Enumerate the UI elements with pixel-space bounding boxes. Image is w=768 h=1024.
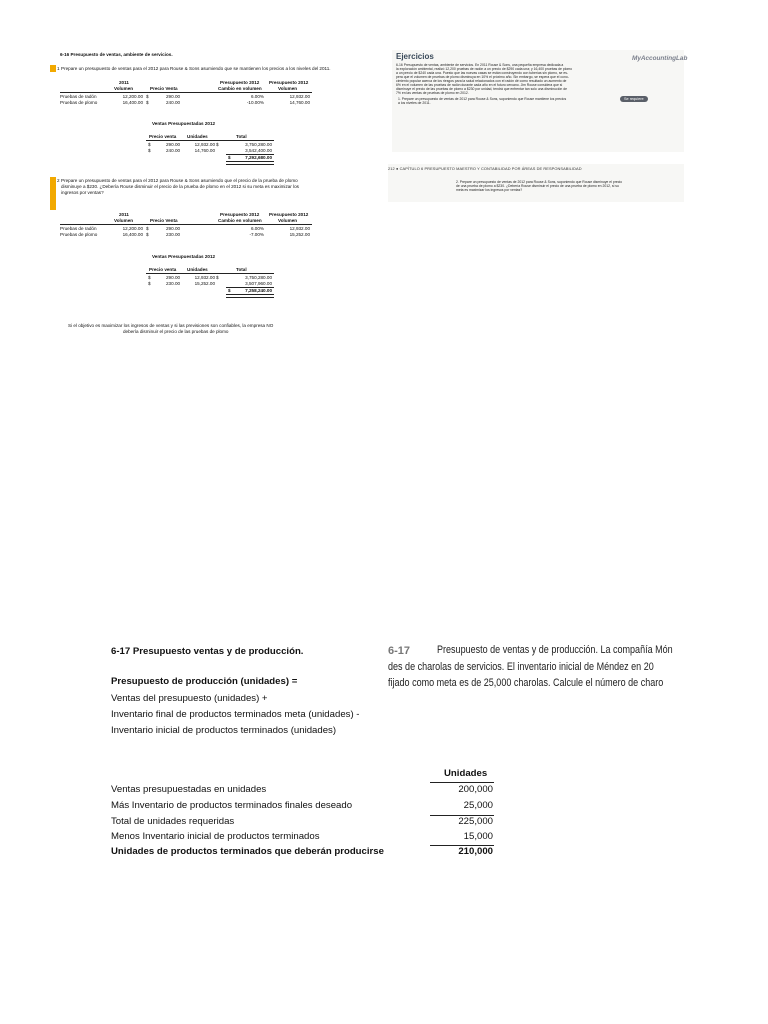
col-presupuesto-2012: Presupuesto 2012 — [220, 212, 260, 217]
scan-line: 7% en las ventas de pruebas de plomo en 2012. — [396, 91, 469, 95]
row-label: Pruebas de radón — [60, 94, 97, 99]
textbook-scan — [392, 50, 688, 152]
cell-currency: $ — [146, 226, 149, 231]
row-label: Ventas presupuestadas en unidades — [111, 784, 267, 795]
cell-currency: $ — [146, 100, 149, 105]
cell-currency: $ — [148, 142, 151, 147]
cell-volumen: 16,400.00 — [122, 232, 143, 237]
col-volumen-2012: Volumen — [278, 86, 298, 91]
cell-currency: $ — [148, 281, 151, 286]
cell-unidades: 12,932.00 — [194, 275, 215, 280]
formula-title: Presupuesto de producción (unidades) = — [111, 676, 298, 687]
col-2011: 2011 — [119, 212, 129, 217]
row-label: Pruebas de plomo — [60, 232, 98, 237]
ex17-scan-line: Presupuesto de ventas y de producción. La compañía Món — [437, 644, 673, 656]
col-cambio-volumen: Cambio en volumen — [218, 86, 262, 91]
col-unidades-header: Unidades — [444, 768, 488, 779]
q2-text-line: disminuye a $230. ¿Debería Rouse disminuir el precio de la prueba de plomo en el 2012 si su meta es maximizar los — [61, 184, 299, 189]
cell-cambio: -7.00% — [249, 232, 264, 237]
ex17-title: 6-17 Presupuesto ventas y de producción. — [111, 646, 304, 657]
cell-cambio: 6.00% — [250, 226, 264, 231]
scan-line: de una prueba de plomo a $230. ¿Debería Rouse disminuir el precio de una prueba de plomo en 2012, si su — [456, 184, 619, 188]
formula-line: Ventas del presupuesto (unidades) + — [111, 693, 268, 704]
cell-nuevo: 12,932.00 — [289, 94, 310, 99]
cell-currency: $ — [216, 275, 219, 280]
cell-currency: $ — [216, 142, 219, 147]
row-label: Más Inventario de productos terminados finales deseado — [111, 800, 353, 811]
q1-text: Prepare un presupuesto de ventas para el 2012 para Rouse & Sons asumiendo que se mantienen los precios a los niveles del 2011. — [61, 66, 331, 71]
cell-currency: $ — [146, 94, 149, 99]
q2-text-line: Prepare un presupuesto de ventas para el 2012 para Rouse & Sons asumiendo que el precio de la prueba de plomo — [61, 178, 298, 183]
row-label: Pruebas de plomo — [60, 100, 98, 105]
cell-volumen: 16,400.00 — [122, 100, 143, 105]
col-2011: 2011 — [119, 80, 129, 85]
scan-line: a un precio de $240 cada una. Puesto que las nuevas casas se están construyendo con tuberías sin plomo, se es- — [396, 71, 569, 75]
col-volumen: Volumen — [114, 86, 134, 91]
cell-currency: $ — [148, 275, 151, 280]
cell-total: 3,750,280.00 — [245, 142, 272, 147]
scan-line: cimiento popular acerca de los riesgos para la salud relacionados con el radón dé como resultado un aumento de — [396, 79, 567, 83]
cell-precio: 290.00 — [166, 226, 181, 231]
row-label: Menos Inventario inicial de productos terminados — [111, 831, 320, 842]
col-presupuesto-2012b: Presupuesto 2012 — [269, 212, 309, 217]
row-value-total: 210,000 — [458, 846, 493, 857]
cell-cambio: -10.00% — [246, 100, 264, 105]
cell-precio: 240.00 — [166, 148, 181, 153]
se-requiere-badge: Se requiere — [620, 96, 648, 102]
question-marker — [50, 177, 56, 210]
ex17-scan-line: des de charolas de servicios. El inventario inicial de Méndez en 20 — [388, 661, 654, 673]
q2-text-line: ingresos por ventas? — [61, 190, 104, 195]
col-unidades: Unidades — [187, 267, 208, 272]
double-rule — [226, 161, 274, 165]
cell-unidades: 15,252.00 — [194, 281, 215, 286]
col-precio-venta: Precio venta — [149, 134, 177, 139]
cell-nuevo: 14,760.00 — [289, 100, 310, 105]
col-unidades: Unidades — [187, 134, 208, 139]
col-volumen-2012: Volumen — [278, 218, 298, 223]
row-label-total: Unidades de productos terminados que deberán producirse — [111, 846, 384, 857]
scan-line: 2. Prepare un presupuesto de ventas de 2012 para Rouse & Sons, suponiendo que Rouse disminuye el precio — [456, 180, 623, 184]
double-rule — [226, 294, 274, 298]
col-precio-venta: Precio venta — [149, 267, 177, 272]
header-rule — [60, 92, 312, 93]
ventas-total: 7,292,680.00 — [245, 155, 272, 160]
col-total: Total — [236, 267, 247, 272]
cell-unidades: 12,932.00 — [194, 142, 215, 147]
cell-total: 3,750,280.00 — [245, 275, 272, 280]
col-volumen: Volumen — [114, 218, 134, 223]
formula-line: Inventario final de productos terminados meta (unidades) - — [111, 709, 360, 720]
row-label: Pruebas de radón — [60, 226, 97, 231]
ventas-total: 7,258,240.00 — [245, 288, 272, 293]
cell-precio: 290.00 — [166, 94, 181, 99]
cell-volumen: 12,200.00 — [122, 94, 143, 99]
cell-nuevo: 15,252.00 — [289, 232, 310, 237]
cell-precio: 290.00 — [166, 142, 181, 147]
col-cambio-volumen: Cambio en volumen — [218, 218, 262, 223]
textbook-scan-page — [388, 164, 684, 202]
cell-currency: $ — [148, 148, 151, 153]
ex16-title: 6-16 Presupuesto de ventas, ambiente de servicios. — [60, 52, 173, 57]
header-rule — [146, 140, 274, 141]
cell-precio: 230.00 — [166, 232, 181, 237]
chapter-header: 212 ● CAPÍTULO 6 PRESUPUESTO MAESTRO Y CONTABILIDAD POR ÁREAS DE RESPONSABILIDAD — [388, 166, 582, 171]
row-value: 200,000 — [458, 784, 493, 795]
scan-line: a los niveles de 2011. — [398, 101, 431, 105]
scan-line: meta es maximizar los ingresos por ventas? — [456, 188, 523, 192]
conclusion-text: debería disminuir el precio de las pruebas de plomo — [123, 329, 229, 334]
row-value: 15,000 — [463, 831, 493, 842]
cell-precio: 230.00 — [166, 281, 181, 286]
ejercicios-heading: Ejercicios — [396, 52, 434, 61]
scan-line: 6% en el volumen de las pruebas de radón durante cada año en el futuro cercano. Jim Rouse considera que si — [396, 83, 563, 87]
total-currency: $ — [228, 155, 231, 160]
col-precio-venta: Precio Venta — [150, 86, 178, 91]
conclusion-text: Si el objetivo es maximizar los ingresos de ventas y si las previsiones son confiables, la empresa NO — [68, 323, 274, 328]
header-rule — [60, 224, 312, 225]
header-rule — [146, 273, 274, 274]
scan-line: pera que el volumen de pruebas de plomo disminuya en 10% el próximo año. Sin embargo, se espera que el cono- — [396, 75, 569, 79]
col-total: Total — [236, 134, 247, 139]
ventas-title: Ventas Presupuestadas 2012 — [152, 121, 216, 126]
total-currency: $ — [228, 288, 231, 293]
cell-precio: 290.00 — [166, 275, 181, 280]
formula-line: Inventario inicial de productos terminados (unidades) — [111, 725, 337, 736]
ventas-title: Ventas Presupuestadas 2012 — [152, 254, 216, 259]
ex17-scan-line: fijado como meta es de 25,000 charolas. Calcule el número de charo — [388, 677, 664, 689]
row-value: 25,000 — [463, 800, 493, 811]
cell-precio: 240.00 — [166, 100, 181, 105]
cell-currency: $ — [146, 232, 149, 237]
cell-total: 3,542,400.00 — [245, 148, 272, 153]
cell-cambio: 6.00% — [250, 94, 264, 99]
q2-number: 2 — [57, 178, 60, 183]
col-presupuesto-2012: Presupuesto 2012 — [220, 80, 260, 85]
row-value: 225,000 — [458, 816, 493, 827]
scan-line: la exploración ambiental, realizó 12,200 pruebas de radón a un precio de $290 cada una; y 16,400 pruebas de plomo — [396, 67, 573, 71]
cell-unidades: 14,760.00 — [194, 148, 215, 153]
ex17-scan-number: 6-17 — [388, 645, 411, 657]
col-precio-venta: Precio Venta — [150, 218, 178, 223]
row-label: Total de unidades requeridas — [111, 816, 235, 827]
scan-line: 1. Prepare un presupuesto de ventas de 2012 para Rouse & Sons, suponiendo que Rouse mantiene los precios — [398, 97, 567, 101]
myaccountinglab-logo: MyAccountingLab — [632, 55, 688, 62]
cell-nuevo: 12,932.00 — [289, 226, 310, 231]
col-presupuesto-2012b: Presupuesto 2012 — [269, 80, 309, 85]
q1-number: 1 — [57, 66, 60, 71]
scan-line: disminuye el precio de las pruebas de plomo a $230 por unidad, tendrá que enfrentar tan solo una disminución de — [396, 87, 567, 91]
cell-total: 3,507,960.00 — [245, 281, 272, 286]
cell-volumen: 12,200.00 — [122, 226, 143, 231]
question-marker — [50, 65, 56, 72]
scan-line: 6-16 Presupuesto de ventas, ambiente de servicios. En 2011 Rouse & Sons, una pequeña empresa dedicada a — [396, 63, 564, 67]
